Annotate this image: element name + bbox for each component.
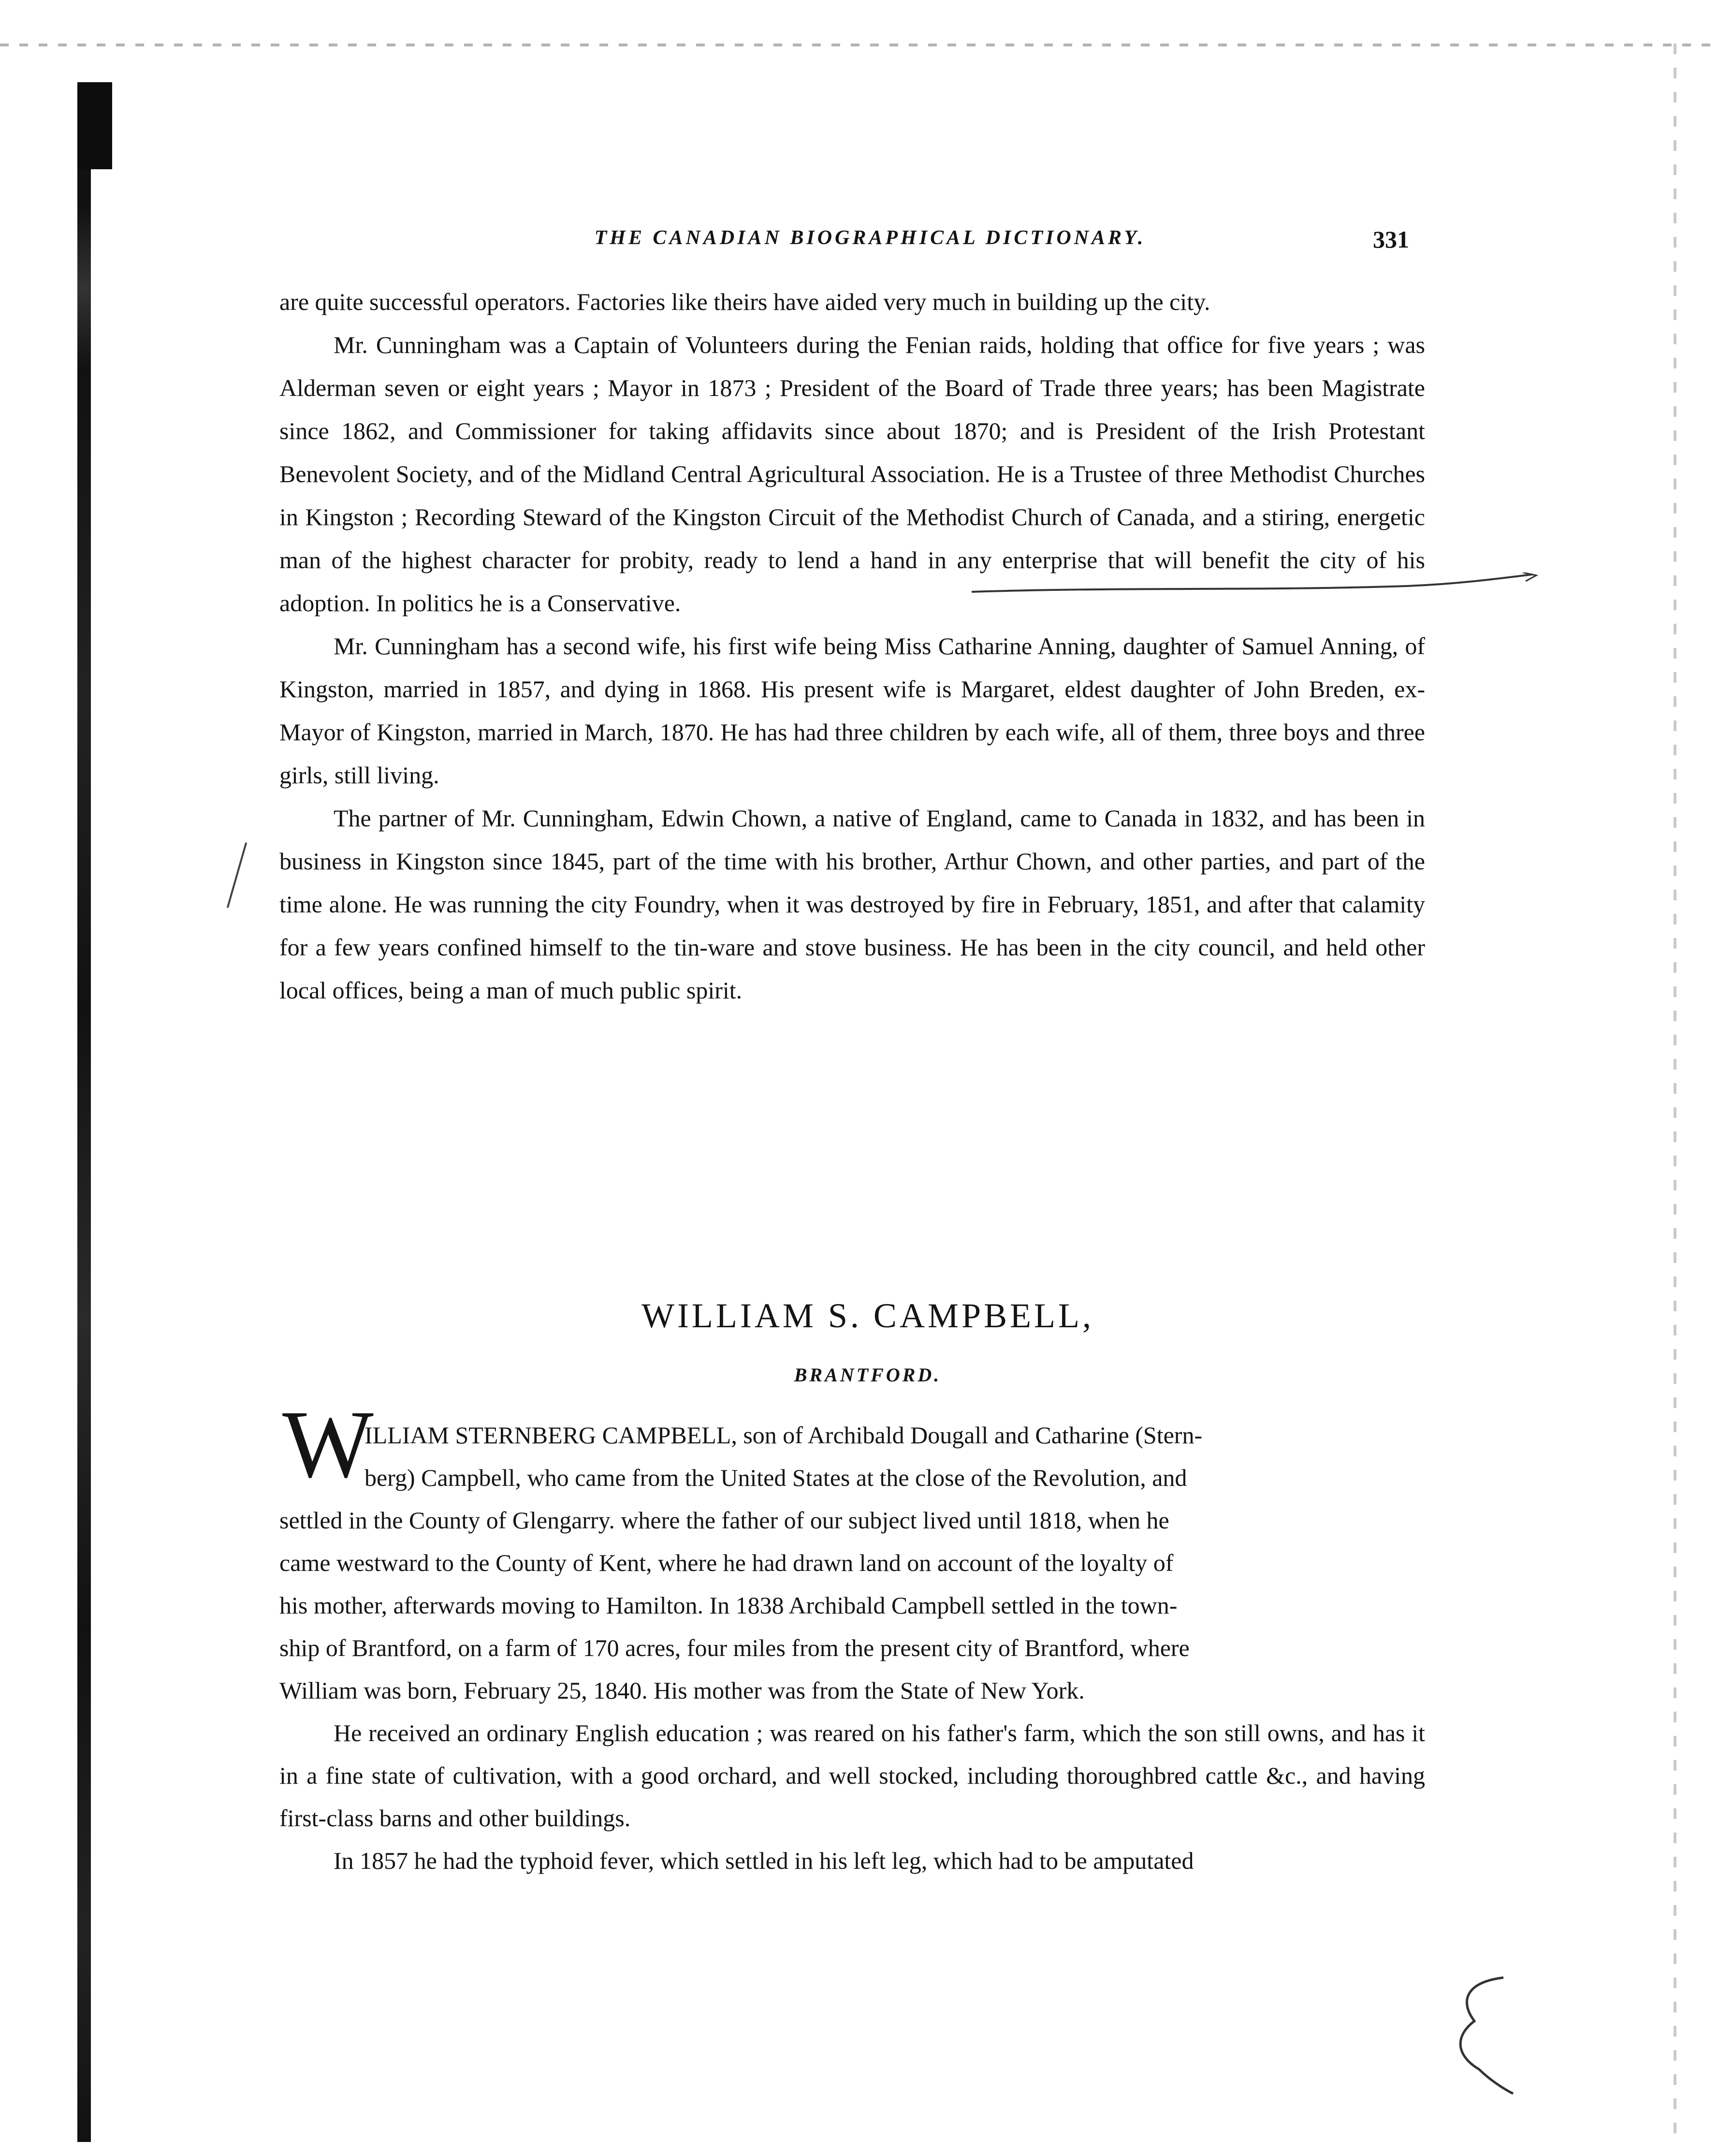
paragraph-education: He received an ordinary English education ; was reared on his father's farm, which the son still owns, and has it in a fine state of cultivation, with a good orchard, and well stocked, including thoroughbred cattle &c., and having first-class barns and other buildings. [279,1719,1425,1832]
campbell-first-paragraph [279,1414,1425,1712]
paragraph-family: Mr. Cunningham has a second wife, his first wife being Miss Catharine Anning, daughter of Samuel Anning, of Kingston, married in 1857, and dying in 1868. His present wife is Margaret, eldest daughter of John Breden, ex-Mayor of Kingston, married in March, 1870. He has had three children by each wife, all of them, three boys and three girls, still living. [279,632,1425,789]
text-line: ILLIAM STERNBERG CAMPBELL, son of Archibald Dougall and Catharine (Stern- [364,1422,1203,1449]
scan-right-edge [1674,44,1676,2137]
text-line: berg) Campbell, who came from the United States at the close of the Revolution, and [364,1464,1187,1491]
text-line: settled in the County of Glengarry. where the father of our subject lived until 1818, when he [279,1507,1169,1534]
cunningham-section [279,280,1425,1012]
text-line: his mother, afterwards moving to Hamilton. In 1838 Archibald Campbell settled in the town- [279,1592,1178,1619]
running-head: THE CANADIAN BIOGRAPHICAL DICTIONARY. [594,227,1146,249]
text-line: ship of Brantford, on a farm of 170 acres, four miles from the present city of Brantford, where [279,1634,1190,1661]
biography-place-heading: BRANTFORD. [794,1364,942,1386]
drop-cap: W [282,1391,374,1498]
paragraph-illness: In 1857 he had the typhoid fever, which settled in his left leg, which had to be amputated [334,1847,1194,1874]
paragraph-continued: are quite successful operators. Factories like theirs have aided very much in building up the city. [279,288,1210,315]
margin-pencil-mark [227,842,247,908]
binding-shadow-top [77,82,112,169]
binding-shadow [77,82,91,2142]
biography-name-heading: WILLIAM S. CAMPBELL, [641,1296,1094,1335]
page-number: 331 [1373,226,1409,253]
paragraph-partner: The partner of Mr. Cunningham, Edwin Chown, a native of England, came to Canada in 1832, and has been in business in Kingston since 1845, part of the time with his brother, Arthur Chown, and other parties, and part of the time alone. He was running the city Foundry, when it was destroyed by fire in February, 1851, and after that calamity for a few years confined himself to the tin-ware and stove business. He has been in the city council, and held other local offices, being a man of much public spirit. [279,805,1425,1004]
paragraph-offices: Mr. Cunningham was a Captain of Volunteers during the Fenian raids, holding that office for five years ; was Alderman seven or eight years ; Mayor in 1873 ; President of the Board of Trade three years; has been Magistrate since 1862, and Commissioner for taking affidavits since about 1870; and is President of the Irish Protestant Benevolent Society, and of the Midland Central Agricultural Association. He is a Trustee of three Methodist Churches in Kingston ; Recording Steward of the Kingston Circuit of the Methodist Church of Canada, and a stiring, energetic man of the highest character for probity, ready to lend a hand in any enterprise that will benefit the city of his adoption. In politics he is a Conservative. [279,331,1425,616]
pencil-underline-mark [972,572,1542,601]
campbell-section [279,1712,1425,1882]
pencil-bracket-mark [1445,1973,1518,2098]
text-line: William was born, February 25, 1840. His mother was from the State of New York. [279,1677,1085,1704]
scan-top-edge [0,44,1719,46]
text-line: came westward to the County of Kent, where he had drawn land on account of the loyalty of [279,1549,1174,1576]
